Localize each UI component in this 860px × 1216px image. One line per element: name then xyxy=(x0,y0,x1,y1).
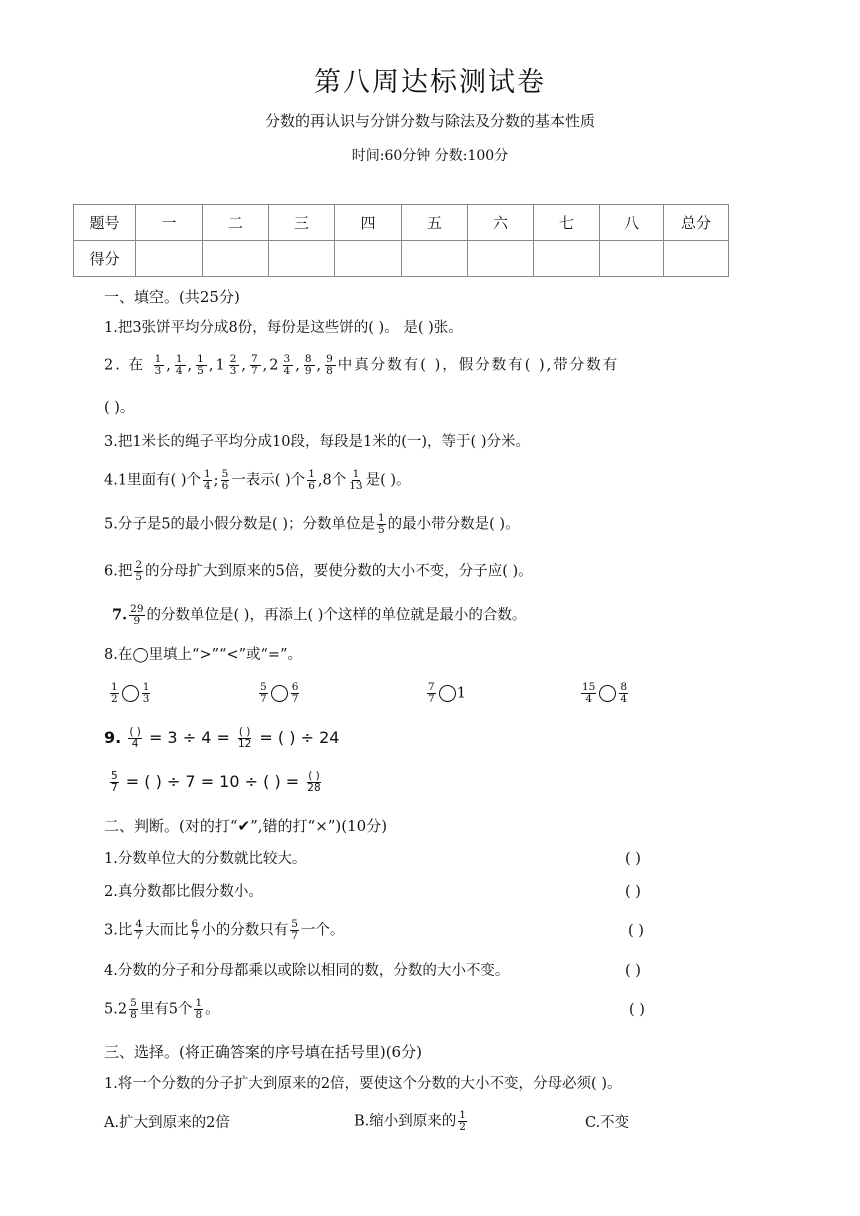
fraction xyxy=(458,1110,467,1133)
equation-text: = ( ) ÷ 7 = 10 ÷ ( ) = xyxy=(125,772,300,791)
numerator: 1 xyxy=(195,997,203,1009)
fraction xyxy=(325,354,336,377)
text: 的分数单位是( )，再添上( )个这样的单位就是最小的合数。 xyxy=(146,607,527,624)
compare-item-1 xyxy=(108,682,152,705)
denominator: 9 xyxy=(133,615,141,627)
text: 5.2 xyxy=(104,1001,128,1018)
numerator: 6 xyxy=(291,681,299,693)
question-number: 9. xyxy=(104,728,122,747)
separator: , xyxy=(241,357,248,374)
judge-question-3 xyxy=(104,919,344,942)
fraction xyxy=(129,604,144,627)
judge-question-1: 1.分数单位大的分数就比较大。 xyxy=(104,851,307,867)
table-header-cell: 题号 xyxy=(74,205,136,241)
denominator: 5 xyxy=(197,365,206,377)
text: 的分母扩大到原来的5倍，要使分数的大小不变，分子应( )。 xyxy=(145,563,533,580)
fraction xyxy=(250,354,261,377)
exam-meta: 时间:60分钟 分数:100分 xyxy=(351,148,509,164)
numerator: 4 xyxy=(135,918,143,930)
text: 里有5个 xyxy=(139,1001,193,1018)
numerator: ( ) xyxy=(129,726,141,738)
fraction xyxy=(194,998,203,1021)
question-1-2 xyxy=(104,354,619,377)
section-2-title: 二、判断。(对的打“✔”,错的打“×”)(10分) xyxy=(104,817,388,835)
numerator: 1 xyxy=(154,353,164,365)
numerator: 1 xyxy=(111,681,118,693)
denominator: 7 xyxy=(428,693,435,705)
fraction xyxy=(237,727,252,750)
fraction xyxy=(196,354,207,377)
separator: , xyxy=(187,357,195,374)
separator: , xyxy=(316,357,324,374)
fraction xyxy=(154,354,165,377)
text: 。 xyxy=(205,1001,220,1018)
denominator: 7 xyxy=(291,930,298,942)
table-header-cell: 三 xyxy=(269,205,335,241)
table-header-cell: 六 xyxy=(468,205,534,241)
fraction xyxy=(134,560,143,583)
denominator: 4 xyxy=(283,365,293,377)
denominator: 28 xyxy=(307,782,321,794)
option-b-label: B.缩小到原来的 xyxy=(354,1113,457,1130)
option-c[interactable]: C.不变 xyxy=(585,1115,630,1131)
judge-question-2: 2.真分数都比假分数小。 xyxy=(104,884,263,900)
fraction xyxy=(229,354,240,377)
answer-paren[interactable]: ( ) xyxy=(625,851,641,867)
answer-paren[interactable]: ( ) xyxy=(625,884,641,900)
question-1-6 xyxy=(104,560,533,583)
fraction xyxy=(203,469,212,492)
fraction xyxy=(291,682,300,705)
denominator: 3 xyxy=(229,365,239,377)
score-cell[interactable] xyxy=(203,241,269,277)
denominator: 7 xyxy=(191,930,199,942)
answer-paren[interactable]: ( ) xyxy=(629,1002,645,1018)
fraction xyxy=(191,919,200,942)
score-cell[interactable] xyxy=(468,241,534,277)
denominator: 7 xyxy=(250,365,260,377)
numerator: 5 xyxy=(260,681,267,693)
denominator: 5 xyxy=(135,571,143,583)
numerator: 1 xyxy=(175,353,185,365)
numerator: 2 xyxy=(135,559,143,571)
fraction xyxy=(142,682,151,705)
fraction xyxy=(377,513,386,536)
numerator: 5 xyxy=(130,997,137,1009)
numerator: 5 xyxy=(221,468,229,480)
denominator: 7 xyxy=(260,693,267,705)
score-cell[interactable] xyxy=(600,241,664,277)
denominator: 7 xyxy=(135,930,143,942)
text: ,8个 xyxy=(317,472,347,489)
numerator: 1 xyxy=(197,353,206,365)
denominator: 7 xyxy=(111,782,118,794)
denominator: 7 xyxy=(291,693,299,705)
numerator: ( ) xyxy=(238,726,251,738)
table-header-cell: 总分 xyxy=(664,205,729,241)
separator: ,2 xyxy=(262,357,281,374)
compare-item-4 xyxy=(579,682,630,705)
numerator: 3 xyxy=(283,353,293,365)
denominator: 6 xyxy=(308,480,315,492)
score-table-score-row xyxy=(74,241,729,277)
compare-circle[interactable] xyxy=(271,685,288,702)
numerator: 7 xyxy=(428,681,435,693)
fraction xyxy=(175,354,186,377)
fraction xyxy=(581,682,596,705)
equation-text: = ( ) ÷ 24 xyxy=(259,728,340,747)
fraction xyxy=(221,469,230,492)
numerator: 8 xyxy=(620,681,628,693)
denominator: 3 xyxy=(154,365,164,377)
numerator: 1 xyxy=(377,512,385,524)
denominator: 8 xyxy=(326,365,335,377)
text: 一表示( )个 xyxy=(231,472,306,489)
option-b[interactable] xyxy=(354,1110,469,1133)
compare-circle[interactable] xyxy=(122,685,139,702)
fraction xyxy=(304,354,315,377)
denominator: 12 xyxy=(237,738,252,750)
question-1-7 xyxy=(112,604,526,627)
numerator: 1 xyxy=(203,468,211,480)
numerator: 1 xyxy=(352,468,360,480)
score-table xyxy=(73,204,729,277)
question-number: 7. xyxy=(112,606,128,624)
separator: , xyxy=(295,357,302,374)
question-1-4 xyxy=(104,469,411,492)
score-table-header-row xyxy=(74,205,729,241)
text: 的最小带分数是( )。 xyxy=(387,516,520,533)
text: 3.比 xyxy=(104,922,133,939)
numerator: 1 xyxy=(459,1109,466,1121)
numerator: 5 xyxy=(111,770,118,782)
equation-text: = 3 ÷ 4 = xyxy=(148,728,230,747)
answer-paren[interactable]: ( ) xyxy=(628,923,644,939)
question-1-9-line1 xyxy=(104,727,339,750)
fraction xyxy=(348,469,363,492)
table-header-cell: 五 xyxy=(402,205,468,241)
judge-question-5 xyxy=(104,998,220,1021)
q2-prefix: 2. 在 xyxy=(104,357,145,374)
denominator: 2 xyxy=(111,693,118,705)
score-cell[interactable] xyxy=(534,241,600,277)
denominator: 4 xyxy=(131,738,139,750)
table-header-cell: 七 xyxy=(534,205,600,241)
judge-question-4: 4.分数的分子和分母都乘以或除以相同的数，分数的大小不变。 xyxy=(104,963,510,979)
numerator: 1 xyxy=(308,468,315,480)
question-1-2-line2: ( )。 xyxy=(104,400,135,416)
text: 4.1里面有( )个 xyxy=(104,472,201,489)
answer-paren[interactable]: ( ) xyxy=(625,963,641,979)
fraction xyxy=(290,919,299,942)
choice-question-1: 1.将一个分数的分子扩大到原来的2倍，要使这个分数的大小不变，分母必须( )。 xyxy=(104,1076,622,1092)
score-cell[interactable] xyxy=(136,241,203,277)
numerator: 8 xyxy=(304,353,314,365)
text: 6.把 xyxy=(104,563,133,580)
question-1-5 xyxy=(104,513,520,536)
denominator: 8 xyxy=(195,1009,203,1021)
numerator: 1 xyxy=(142,681,150,693)
score-cell[interactable] xyxy=(269,241,335,277)
numerator: 9 xyxy=(326,353,335,365)
fraction xyxy=(307,469,316,492)
fraction xyxy=(110,771,119,794)
text: 是( )。 xyxy=(365,472,411,489)
denominator: 4 xyxy=(175,365,185,377)
numerator: 29 xyxy=(130,603,144,615)
denominator: 13 xyxy=(349,480,363,492)
numerator: 2 xyxy=(229,353,239,365)
denominator: 5 xyxy=(377,524,385,536)
separator: , xyxy=(166,357,173,374)
fraction xyxy=(619,682,628,705)
separator: ,1 xyxy=(208,357,227,374)
denominator: 2 xyxy=(459,1121,466,1133)
score-cell[interactable] xyxy=(402,241,468,277)
score-cell[interactable] xyxy=(664,241,729,277)
fraction xyxy=(259,682,268,705)
denominator: 3 xyxy=(142,693,150,705)
q2-suffix: 中真分数有( )，假分数有( ),带分数有 xyxy=(337,357,620,374)
compare-item-2 xyxy=(257,682,301,705)
fraction xyxy=(427,682,436,705)
text: 大而比 xyxy=(145,922,189,939)
question-1-3: 3.把1米长的绳子平均分成10段，每段是1米的(一)，等于( )分米。 xyxy=(104,434,530,450)
fraction xyxy=(128,727,142,750)
page-title: 第八周达标测试卷 xyxy=(314,67,546,98)
table-header-cell: 八 xyxy=(600,205,664,241)
table-header-cell: 四 xyxy=(335,205,402,241)
fraction xyxy=(306,771,321,794)
numerator: 7 xyxy=(250,353,260,365)
question-1-9-line2 xyxy=(108,771,324,794)
text: 小的分数只有 xyxy=(201,922,289,939)
fraction xyxy=(134,919,143,942)
denominator: 4 xyxy=(620,693,628,705)
text: 5.分子是5的最小假分数是( )；分数单位是 xyxy=(104,516,375,533)
table-header-cell: 一 xyxy=(136,205,203,241)
fraction xyxy=(283,354,294,377)
section-3-title: 三、选择。(将正确答案的序号填在括号里)(6分) xyxy=(104,1043,422,1061)
fraction xyxy=(110,682,119,705)
text: 一个。 xyxy=(300,922,345,939)
compare-circle[interactable] xyxy=(439,685,456,702)
denominator: 4 xyxy=(203,480,211,492)
option-a[interactable]: A.扩大到原来的2倍 xyxy=(104,1115,230,1131)
numerator: 6 xyxy=(191,918,199,930)
text: ; xyxy=(213,472,219,489)
numerator: 5 xyxy=(291,918,298,930)
table-header-cell: 二 xyxy=(203,205,269,241)
denominator: 9 xyxy=(304,365,314,377)
compare-value: 1 xyxy=(456,685,466,702)
table-score-label: 得分 xyxy=(74,241,136,277)
denominator: 8 xyxy=(130,1009,137,1021)
compare-circle[interactable] xyxy=(599,685,616,702)
denominator: 4 xyxy=(585,693,593,705)
numerator: ( ) xyxy=(308,770,320,782)
question-1-8: 8.在◯里填上“>”“<”或“=”。 xyxy=(104,647,302,663)
page-subtitle: 分数的再认识与分饼分数与除法及分数的基本性质 xyxy=(264,112,595,130)
section-1-title: 一、填空。(共25分) xyxy=(104,288,240,306)
question-1-1: 1.把3张饼平均分成8份，每份是这些饼的( )。 是( )张。 xyxy=(104,320,463,336)
compare-item-3 xyxy=(425,682,466,705)
numerator: 15 xyxy=(582,681,596,693)
fraction xyxy=(129,998,138,1021)
denominator: 6 xyxy=(221,480,229,492)
score-cell[interactable] xyxy=(335,241,402,277)
